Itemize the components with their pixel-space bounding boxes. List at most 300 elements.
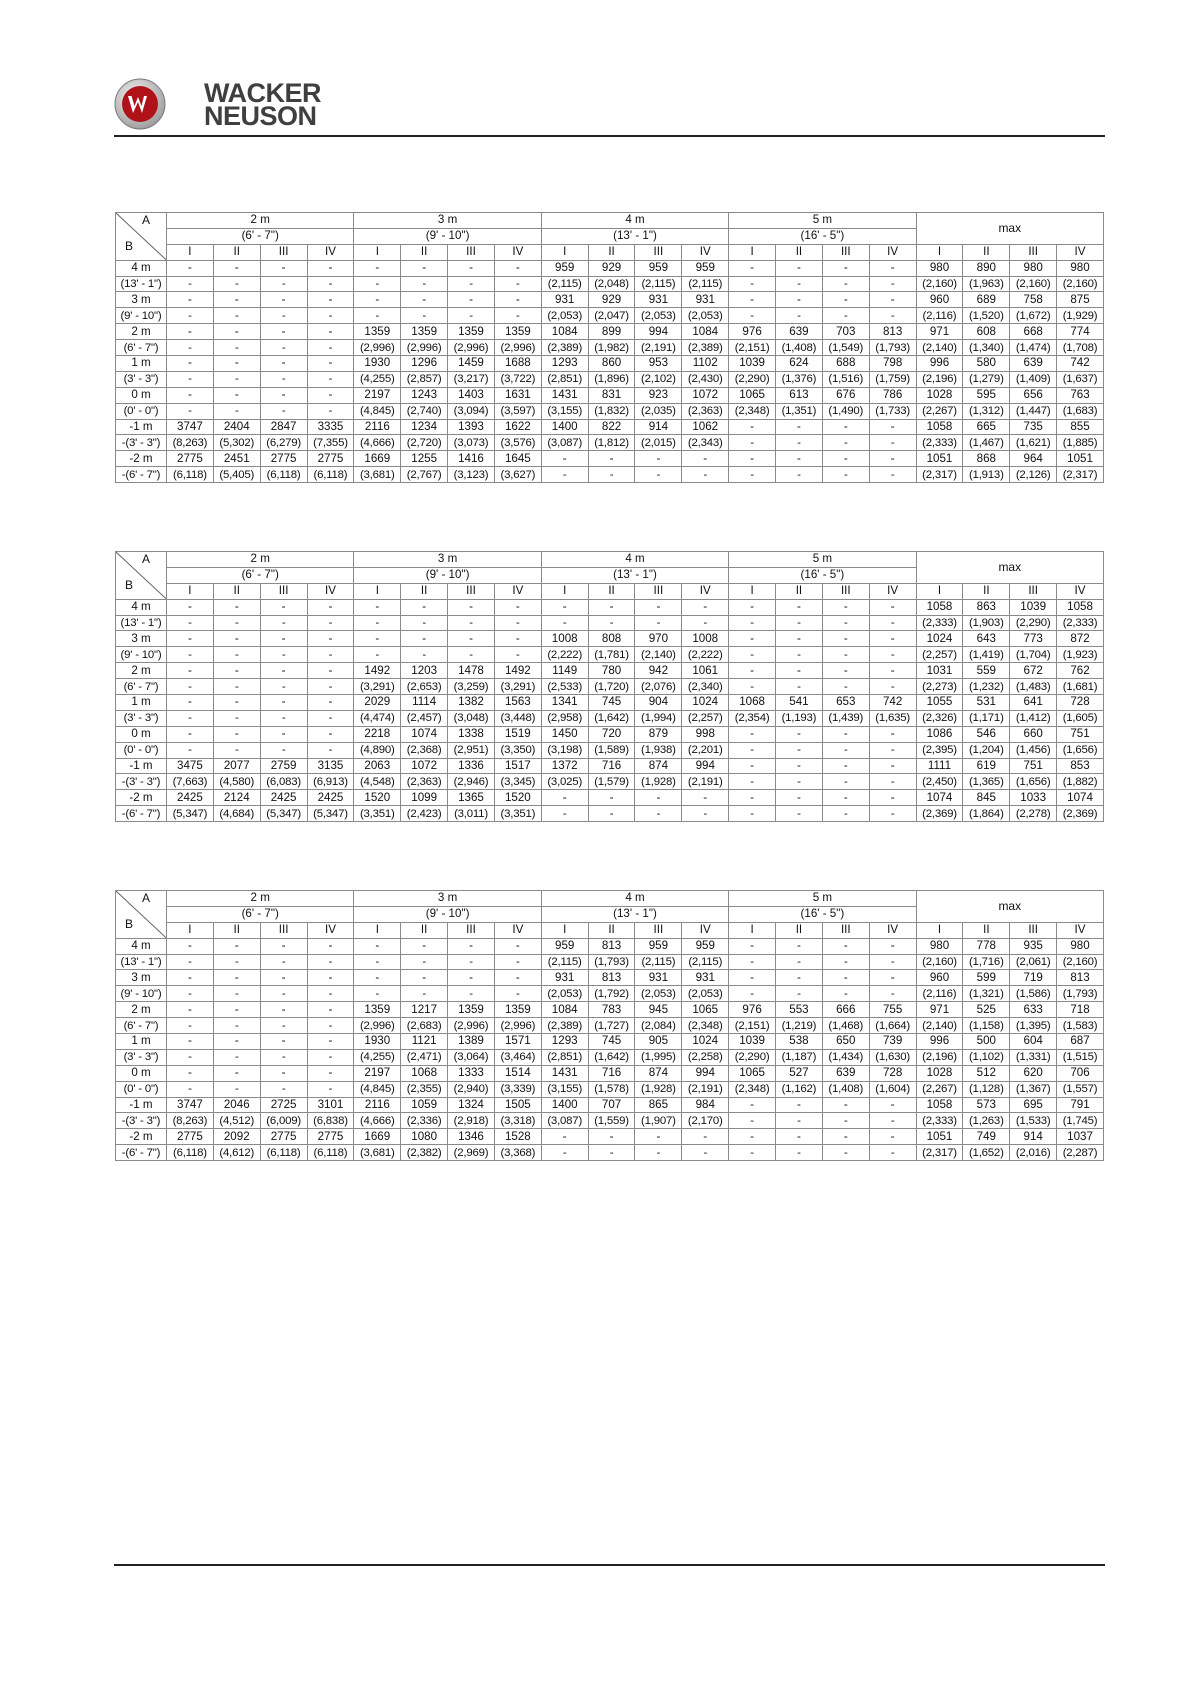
table-row [116,986,1104,1002]
table-row [116,806,1104,822]
table-cell: 706 [1057,1065,1104,1081]
column-header: I [916,922,963,938]
table-cell: (2,450) [916,774,963,790]
table-cell: - [869,1129,916,1145]
table-row [116,260,1104,276]
table-cell: (2,857) [401,371,448,387]
table-cell: 786 [869,387,916,403]
column-header: III [635,922,682,938]
table-cell: - [541,806,588,822]
column-header: II [401,583,448,599]
table-cell: 1520 [494,790,541,806]
table-cell: - [307,1018,354,1034]
table-cell: (2,140) [635,647,682,663]
table-cell: - [682,790,729,806]
table-cell: (2,996) [494,1018,541,1034]
table-row [116,710,1104,726]
table-cell: (2,996) [354,340,401,356]
table-cell: - [167,308,214,324]
table-cell: - [822,615,869,631]
column-header: I [354,922,401,938]
table-cell: (2,317) [916,467,963,483]
table-cell: 1068 [401,1065,448,1081]
table-cell: - [869,726,916,742]
table-row [116,419,1104,435]
table-cell: 872 [1057,631,1104,647]
table-cell: - [167,356,214,372]
table-cell: 1072 [682,387,729,403]
load-table-2 [115,551,1104,822]
table-cell: - [167,615,214,631]
table-cell: - [869,647,916,663]
column-header: III [822,583,869,599]
table-cell: - [729,467,776,483]
row-label: -2 m [116,790,167,806]
header-row-metric [116,891,1104,907]
column-header: I [729,922,776,938]
table-cell: 1492 [354,663,401,679]
table-cell: (1,793) [1057,986,1104,1002]
column-header: I [354,583,401,599]
table-cell: - [167,954,214,970]
table-cell: - [869,663,916,679]
column-header: IV [869,583,916,599]
table-cell: 863 [963,599,1010,615]
table-cell: 1431 [541,1065,588,1081]
table-cell: 745 [588,695,635,711]
table-cell: - [869,615,916,631]
table-cell: - [307,340,354,356]
table-cell: 751 [1057,726,1104,742]
load-table-1 [115,212,1104,483]
table-cell: - [448,631,495,647]
table-cell: - [494,647,541,663]
corner-label-b: B [125,917,134,931]
table-cell: (1,586) [1010,986,1057,1002]
table-cell: - [213,631,260,647]
table-cell: (2,047) [588,308,635,324]
table-cell: - [260,695,307,711]
table-cell: - [682,467,729,483]
table-cell: 689 [963,292,1010,308]
page-header [114,76,1105,136]
table-cell: (3,345) [494,774,541,790]
table-cell: - [307,387,354,403]
table-cell: - [307,371,354,387]
column-header: I [729,244,776,260]
table-cell: - [167,324,214,340]
table-cell: (3,259) [448,679,495,695]
table-cell: 1074 [401,726,448,742]
table-cell: (2,287) [1057,1145,1104,1161]
corner-cell-a-b [116,552,167,600]
table-cell: - [307,954,354,970]
table-cell: 608 [963,324,1010,340]
table-cell: (6,913) [307,774,354,790]
table-cell: - [729,260,776,276]
table-cell: - [307,1049,354,1065]
table-cell: - [354,986,401,1002]
table-cell: - [167,647,214,663]
table-cell: (1,994) [635,710,682,726]
table-cell: 1114 [401,695,448,711]
row-label: 1 m [116,356,167,372]
table-cell: (1,376) [776,371,823,387]
table-cell: (2,160) [916,954,963,970]
column-header: III [448,583,495,599]
table-cell: (2,958) [541,710,588,726]
table-cell: 2092 [213,1129,260,1145]
table-cell: (2,191) [682,774,729,790]
table-cell: 813 [588,970,635,986]
table-cell: (2,471) [401,1049,448,1065]
table-cell: (1,474) [1010,340,1057,356]
table-cell: 931 [682,970,729,986]
table-cell: 1028 [916,387,963,403]
table-cell: 525 [963,1002,1010,1018]
table-cell: (1,204) [963,742,1010,758]
table-cell: (3,155) [541,403,588,419]
table-cell: - [401,276,448,292]
table-cell: 1084 [682,324,729,340]
table-cell: 1084 [541,324,588,340]
table-row [116,324,1104,340]
table-cell: (1,419) [963,647,1010,663]
table-cell: 1517 [494,758,541,774]
table-cell: - [307,695,354,711]
table-cell: - [776,679,823,695]
table-cell: (1,982) [588,340,635,356]
table-cell: 716 [588,758,635,774]
row-label: -(6' - 7") [116,806,167,822]
table-cell: 2775 [307,1129,354,1145]
table-header [116,552,1104,600]
table-cell: - [307,938,354,954]
table-cell: 1243 [401,387,448,403]
table-cell: - [682,615,729,631]
table-cell: - [448,260,495,276]
table-cell: (1,589) [588,742,635,758]
table-cell: (1,408) [776,340,823,356]
table-cell: 1669 [354,1129,401,1145]
table-cell: - [167,1065,214,1081]
table-cell: (2,115) [682,276,729,292]
row-label: 0 m [116,726,167,742]
table-cell: - [307,970,354,986]
column-header: IV [869,244,916,260]
table-cell: 853 [1057,758,1104,774]
table-cell: - [307,986,354,1002]
table-cell: 1505 [494,1097,541,1113]
table-cell: - [635,806,682,822]
table-cell: - [307,742,354,758]
table-cell: (1,664) [869,1018,916,1034]
table-cell: 716 [588,1065,635,1081]
table-cell: - [588,599,635,615]
column-header: II [776,922,823,938]
table-cell: (3,025) [541,774,588,790]
table-cell: - [822,292,869,308]
table-cell: 1514 [494,1065,541,1081]
table-cell: - [213,276,260,292]
table-cell: 2425 [307,790,354,806]
table-cell: - [401,260,448,276]
table-cell: (6,118) [307,467,354,483]
table-cell: - [307,276,354,292]
table-cell: 512 [963,1065,1010,1081]
table-cell: (3,318) [494,1113,541,1129]
table-cell: - [776,467,823,483]
table-cell: 1359 [401,324,448,340]
row-label: (9' - 10") [116,308,167,324]
table-cell: - [354,599,401,615]
table-body [116,260,1104,482]
table-cell: (1,656) [1010,774,1057,790]
column-header: III [635,244,682,260]
table-cell: 2077 [213,758,260,774]
table-cell: (2,533) [541,679,588,695]
table-cell: (1,938) [635,742,682,758]
table-cell: (7,355) [307,435,354,451]
brand-name [204,78,321,131]
table-cell: 1061 [682,663,729,679]
table-cell: 2775 [260,1129,307,1145]
table-cell: (2,290) [729,1049,776,1065]
table-cell: - [307,647,354,663]
table-cell: (4,612) [213,1145,260,1161]
table-cell: 1293 [541,1034,588,1050]
table-cell: - [307,1065,354,1081]
table-cell: - [869,679,916,695]
group-header-imperial: (16' - 5") [729,906,916,922]
table-cell: 580 [963,356,1010,372]
table-cell: 971 [916,1002,963,1018]
table-cell: 959 [682,938,729,954]
table-cell: - [776,308,823,324]
row-label: 2 m [116,324,167,340]
table-cell: - [729,615,776,631]
table-cell: (2,048) [588,276,635,292]
table-cell: (3,048) [448,710,495,726]
table-cell: (1,162) [776,1081,823,1097]
table-cell: - [729,276,776,292]
column-header: III [635,583,682,599]
table-cell: - [401,986,448,1002]
column-header: IV [494,922,541,938]
table-cell: 808 [588,631,635,647]
table-row [116,742,1104,758]
table-cell: 735 [1010,419,1057,435]
table-cell: - [869,758,916,774]
table-cell: (2,363) [401,774,448,790]
table-cell: 1359 [494,1002,541,1018]
table-cell: - [635,451,682,467]
table-cell: 1255 [401,451,448,467]
table-cell: 660 [1010,726,1057,742]
table-cell: - [307,308,354,324]
wacker-neuson-logo-icon [114,78,166,130]
table-cell: - [307,679,354,695]
table-cell: 1065 [729,387,776,403]
table-cell: - [869,260,916,276]
table-cell: - [822,938,869,954]
table-cell: - [307,292,354,308]
table-cell: - [260,615,307,631]
table-cell: (1,434) [822,1049,869,1065]
table-cell: - [167,387,214,403]
table-cell: - [776,292,823,308]
table-cell: 1669 [354,451,401,467]
table-cell: 1341 [541,695,588,711]
group-header-metric: 2 m [167,891,354,907]
table-row [116,292,1104,308]
table-cell: (2,343) [682,435,729,451]
group-header-imperial: (13' - 1") [541,567,728,583]
table-cell: - [260,663,307,679]
table-cell: 2218 [354,726,401,742]
table-cell: (2,273) [916,679,963,695]
table-cell: - [213,1034,260,1050]
table-cell: - [776,663,823,679]
table-cell: (1,630) [869,1049,916,1065]
table-cell: 1431 [541,387,588,403]
table-cell: 1519 [494,726,541,742]
table-cell: 980 [916,938,963,954]
table-cell: - [869,790,916,806]
table-cell: - [167,292,214,308]
group-header-max: max [916,891,1103,923]
table-cell: - [213,1002,260,1018]
table-cell: - [822,451,869,467]
table-cell: (3,087) [541,1113,588,1129]
table-cell: 970 [635,631,682,647]
table-row [116,1049,1104,1065]
table-cell: - [260,679,307,695]
table-cell: - [682,599,729,615]
table-cell: - [213,1018,260,1034]
table-cell: - [776,435,823,451]
table-cell: 971 [916,324,963,340]
table-cell: - [260,954,307,970]
table-cell: 546 [963,726,1010,742]
table-cell: (1,219) [776,1018,823,1034]
table-cell: (3,291) [354,679,401,695]
table-cell: (2,016) [1010,1145,1057,1161]
column-header: III [1010,922,1057,938]
table-cell: (2,996) [401,340,448,356]
table-cell: (2,996) [354,1018,401,1034]
table-cell: (2,382) [401,1145,448,1161]
table-cell: (1,652) [963,1145,1010,1161]
table-row [116,371,1104,387]
table-cell: - [869,806,916,822]
table-cell: 2197 [354,387,401,403]
table-cell: 845 [963,790,1010,806]
table-cell: 2759 [260,758,307,774]
table-cell: 745 [588,1034,635,1050]
table-cell: - [541,451,588,467]
table-cell: - [635,615,682,631]
table-cell: (2,115) [635,276,682,292]
table-cell: - [494,631,541,647]
table-cell: (1,683) [1057,403,1104,419]
table-cell: (1,963) [963,276,1010,292]
table-cell: - [494,986,541,1002]
table-cell: 879 [635,726,682,742]
table-cell: 980 [1057,938,1104,954]
table-cell: - [494,938,541,954]
table-cell: - [401,599,448,615]
table-cell: - [822,435,869,451]
table-cell: (2,851) [541,371,588,387]
table-cell: - [776,599,823,615]
column-header: IV [1057,922,1104,938]
table-cell: (1,781) [588,647,635,663]
table-cell: - [541,1129,588,1145]
table-cell: - [260,742,307,758]
table-cell: (3,351) [494,806,541,822]
header-row-columns [116,583,1104,599]
table-cell: - [401,292,448,308]
table-cell: (2,053) [541,986,588,1002]
table-cell: 1930 [354,1034,401,1050]
table-cell: 1359 [448,1002,495,1018]
row-label: 3 m [116,292,167,308]
table-cell: (2,053) [635,308,682,324]
table-cell: 1024 [682,695,729,711]
table-cell: 3747 [167,1097,214,1113]
table-cell: (2,267) [916,403,963,419]
table-cell: (2,278) [1010,806,1057,822]
table-cell: - [167,1049,214,1065]
table-cell: - [776,954,823,970]
table-cell: - [260,260,307,276]
table-cell: 791 [1057,1097,1104,1113]
table-cell: 935 [1010,938,1057,954]
table-cell: - [822,726,869,742]
table-cell: (1,263) [963,1113,1010,1129]
table-cell: 778 [963,938,1010,954]
table-cell: - [729,742,776,758]
table-cell: (1,533) [1010,1113,1057,1129]
table-cell: 703 [822,324,869,340]
table-cell: 688 [822,356,869,372]
table-cell: - [260,970,307,986]
table-cell: 1024 [916,631,963,647]
table-cell: (2,116) [916,986,963,1002]
table-cell: (1,793) [588,954,635,970]
table-cell: (2,258) [682,1049,729,1065]
table-cell: - [213,1081,260,1097]
table-cell: - [213,679,260,695]
column-header: IV [1057,244,1104,260]
table-cell: (2,257) [682,710,729,726]
table-cell: - [401,308,448,324]
column-header: I [167,922,214,938]
table-cell: - [354,970,401,986]
table-cell: 1450 [541,726,588,742]
table-row [116,758,1104,774]
table-row [116,1065,1104,1081]
table-cell: (1,635) [869,710,916,726]
table-cell: (1,579) [588,774,635,790]
table-cell: 2116 [354,1097,401,1113]
table-cell: 773 [1010,631,1057,647]
table-cell: 2451 [213,451,260,467]
table-cell: - [869,599,916,615]
table-cell: (2,368) [401,742,448,758]
table-cell: (2,653) [401,679,448,695]
